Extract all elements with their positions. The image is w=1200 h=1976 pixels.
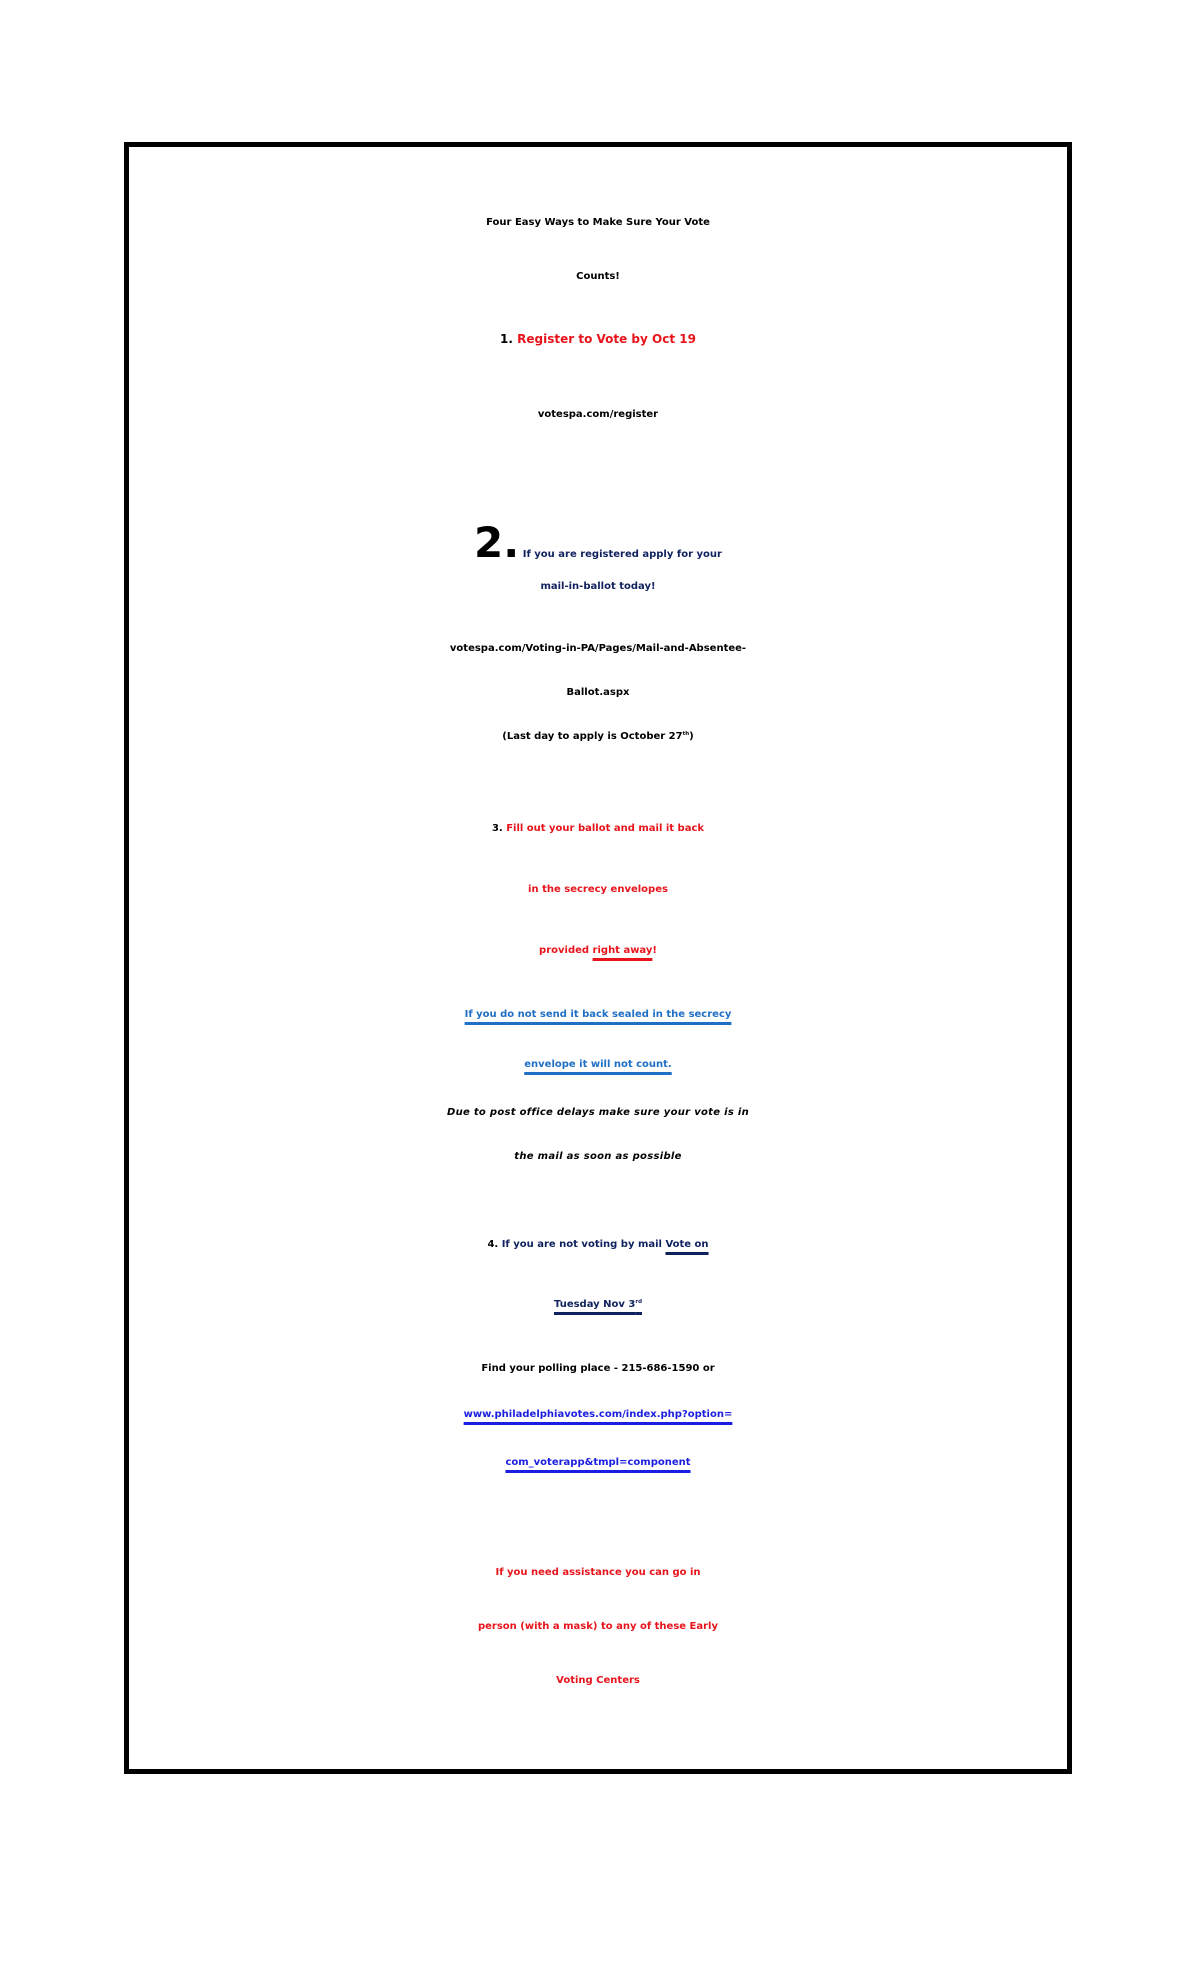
step3-heading-line-3	[129, 945, 1067, 957]
step3-note-line-1: Due to post office delays make sure your vote is in	[446, 1107, 750, 1118]
step4-heading-date-text: Tuesday Nov 3	[553, 1299, 636, 1310]
step1-number: 1.	[500, 332, 513, 346]
step2-deadline-prefix: (Last day to apply is October 27	[502, 731, 683, 742]
step3-heading-line-1	[129, 823, 1067, 835]
step4-polling-text: Find your polling place - 215-686-1590 or	[481, 1363, 715, 1374]
step4-link-line-1[interactable]: www.philadelphiavotes.com/index.php?option=	[463, 1409, 733, 1420]
step3-heading-line-2: in the secrecy envelopes	[528, 884, 668, 895]
step1-url[interactable]: votespa.com/register	[537, 409, 659, 420]
step3-note-line-2: the mail as soon as possible	[514, 1151, 682, 1162]
step4-heading-date-sup: rd	[635, 1298, 643, 1305]
step3-heading-3-prefix: provided	[539, 945, 593, 956]
step4-heading-line-2	[129, 1299, 1067, 1311]
step2-url-line-2[interactable]: Ballot.aspx	[566, 687, 630, 698]
step3-warning-line-1: If you do not send it back sealed in the secrecy	[464, 1009, 732, 1020]
assistance-line-1: If you need assistance you can go in	[495, 1567, 701, 1578]
step4-heading-date	[554, 1299, 642, 1310]
step3-heading-1: Fill out your ballot and mail it back	[506, 823, 705, 834]
step3-heading-3-suffix: !	[652, 945, 657, 956]
step2-heading-line-2: mail-in-ballot today!	[540, 581, 656, 592]
title-line-1: Four Easy Ways to Make Sure Your Vote	[486, 217, 710, 228]
assistance-line-2: person (with a mask) to any of these Early	[477, 1621, 719, 1632]
step4-heading-underlined: Vote on	[665, 1239, 709, 1250]
step1-heading-line	[129, 333, 1067, 347]
step1-heading: Register to Vote by Oct 19	[517, 332, 696, 346]
step2-url-line-1[interactable]: votespa.com/Voting-in-PA/Pages/Mail-and-Absentee-	[449, 643, 747, 654]
step2-deadline-suffix: )	[689, 731, 694, 742]
step2-number: 2.	[474, 518, 520, 567]
step4-number: 4.	[487, 1239, 499, 1250]
flyer-frame	[124, 142, 1072, 1774]
step2-deadline	[129, 731, 1067, 743]
step4-heading-line-1	[129, 1239, 1067, 1251]
assistance-line-3: Voting Centers	[556, 1675, 640, 1686]
step3-number: 3.	[491, 823, 503, 834]
step4-heading-prefix: If you are not voting by mail	[501, 1239, 666, 1250]
step2-heading-1: If you are registered apply for your	[522, 549, 722, 560]
title-line-2: Counts!	[576, 271, 620, 282]
step2-heading-line-1	[129, 519, 1067, 567]
step2-deadline-sup: th	[682, 730, 690, 737]
step3-heading-3-underlined: right away	[592, 945, 653, 956]
step4-link-line-2[interactable]: com_voterapp&tmpl=component	[505, 1457, 691, 1468]
step3-warning-line-2: envelope it will not count.	[524, 1059, 672, 1070]
